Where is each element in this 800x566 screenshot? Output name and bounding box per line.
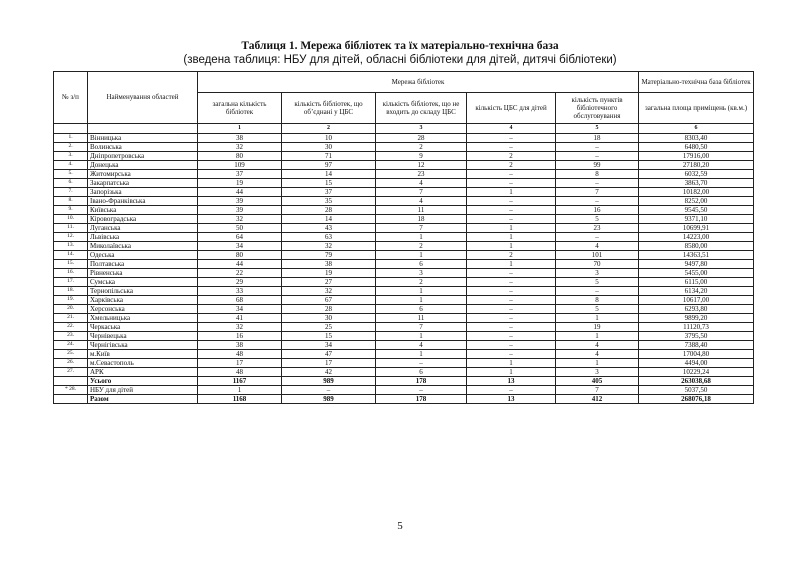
row-region-name: АРК <box>88 368 198 377</box>
header-region-name: Найменування областей <box>88 72 198 124</box>
row-number: 26. <box>54 359 88 368</box>
cell-cbs-children: – <box>467 350 556 359</box>
cell-total-libraries: 80 <box>198 152 282 161</box>
cell-total-libraries: 29 <box>198 278 282 287</box>
cell-area: 10617,00 <box>639 296 754 305</box>
cell-area: 5455,00 <box>639 269 754 278</box>
cell-total-libraries: 32 <box>198 323 282 332</box>
cell-in-cbs: 37 <box>282 188 376 197</box>
row-number: 16. <box>54 269 88 278</box>
subtotal-row <box>54 377 754 386</box>
table-row <box>54 152 754 161</box>
cell-cbs-children: 1 <box>467 242 556 251</box>
row-region-name: Закарпатська <box>88 179 198 188</box>
cell-not-in-cbs: 11 <box>376 314 467 323</box>
row-region-name: Херсонська <box>88 305 198 314</box>
cell-cbs-children: – <box>467 341 556 350</box>
row-number <box>54 395 88 404</box>
row-region-name: Рівненська <box>88 269 198 278</box>
cell-in-cbs: 10 <box>282 134 376 143</box>
cell-area: 8252,00 <box>639 197 754 206</box>
row-number: 21. <box>54 314 88 323</box>
cell-in-cbs: 27 <box>282 278 376 287</box>
cell-not-in-cbs: 2 <box>376 242 467 251</box>
header-blank <box>54 124 88 134</box>
cell-in-cbs: 25 <box>282 323 376 332</box>
row-number: 27. <box>54 368 88 377</box>
cell-service-points: 1 <box>556 314 639 323</box>
table-row <box>54 134 754 143</box>
cell-cbs-children: – <box>467 179 556 188</box>
row-number: 9. <box>54 206 88 215</box>
cell-in-cbs: 19 <box>282 269 376 278</box>
cell-in-cbs: 15 <box>282 179 376 188</box>
row-number: 24. <box>54 341 88 350</box>
table-row <box>54 269 754 278</box>
cell-not-in-cbs: 11 <box>376 206 467 215</box>
row-number: 20. <box>54 305 88 314</box>
cell-cbs-children: – <box>467 269 556 278</box>
row-number: * 28. <box>54 386 88 395</box>
table-footer <box>54 377 754 404</box>
row-number: 25. <box>54 350 88 359</box>
header-blank <box>88 124 198 134</box>
cell-total-libraries: 41 <box>198 314 282 323</box>
table-row <box>54 350 754 359</box>
cell-area: 27180,20 <box>639 161 754 170</box>
cell-cbs-children: 2 <box>467 152 556 161</box>
table-header <box>54 72 754 134</box>
cell-service-points: – <box>556 197 639 206</box>
row-region-name: Житомирська <box>88 170 198 179</box>
cell-service-points: 4 <box>556 242 639 251</box>
header-col-service-points: кількість пунктів бібліотечного обслуговування <box>556 93 639 124</box>
row-region-name: Тернопільська <box>88 287 198 296</box>
table-row <box>54 260 754 269</box>
cell-cbs-children: – <box>467 197 556 206</box>
row-region-name: Одеська <box>88 251 198 260</box>
cell-service-points: 8 <box>556 170 639 179</box>
cell-not-in-cbs: 7 <box>376 323 467 332</box>
table-row <box>54 323 754 332</box>
cell-not-in-cbs: 3 <box>376 269 467 278</box>
cell-cbs-children: 1 <box>467 224 556 233</box>
table-row <box>54 161 754 170</box>
row-number: 3. <box>54 152 88 161</box>
cell-cbs-children: – <box>467 386 556 395</box>
cell-not-in-cbs: 7 <box>376 188 467 197</box>
cell-area: 10182,00 <box>639 188 754 197</box>
cell-cbs-children: 13 <box>467 377 556 386</box>
cell-total-libraries: 19 <box>198 179 282 188</box>
cell-service-points: – <box>556 179 639 188</box>
cell-total-libraries: 1168 <box>198 395 282 404</box>
table-row <box>54 233 754 242</box>
row-region-name: м.Севастополь <box>88 359 198 368</box>
cell-area: 6293,80 <box>639 305 754 314</box>
cell-in-cbs: 35 <box>282 197 376 206</box>
row-number: 23. <box>54 332 88 341</box>
cell-in-cbs: 42 <box>282 368 376 377</box>
row-number: 17. <box>54 278 88 287</box>
cell-service-points: 7 <box>556 188 639 197</box>
cell-not-in-cbs: 1 <box>376 332 467 341</box>
row-number: 5. <box>54 170 88 179</box>
cell-in-cbs: 79 <box>282 251 376 260</box>
row-number <box>54 377 88 386</box>
cell-service-points: 16 <box>556 206 639 215</box>
library-network-table <box>53 71 754 404</box>
cell-not-in-cbs: 1 <box>376 233 467 242</box>
cell-area: 3863,70 <box>639 179 754 188</box>
header-network: Мережа бібліотек <box>198 72 639 93</box>
row-region-name: Хмельницька <box>88 314 198 323</box>
cell-in-cbs: 17 <box>282 359 376 368</box>
cell-not-in-cbs: 23 <box>376 170 467 179</box>
row-number: 4. <box>54 161 88 170</box>
cell-in-cbs: 47 <box>282 350 376 359</box>
page-title: Таблиця 1. Мережа бібліотек та їх матеріально-технічна база <box>241 40 559 52</box>
cell-in-cbs: 32 <box>282 242 376 251</box>
cell-total-libraries: 32 <box>198 215 282 224</box>
cell-in-cbs: 30 <box>282 143 376 152</box>
cell-not-in-cbs: 6 <box>376 368 467 377</box>
cell-total-libraries: 39 <box>198 197 282 206</box>
cell-not-in-cbs: 178 <box>376 377 467 386</box>
row-region-name: Кіровоградська <box>88 215 198 224</box>
row-region-name: Полтавська <box>88 260 198 269</box>
cell-total-libraries: 80 <box>198 251 282 260</box>
table-row <box>54 332 754 341</box>
cell-service-points: – <box>556 143 639 152</box>
row-number: 18. <box>54 287 88 296</box>
table-row <box>54 170 754 179</box>
row-region-name: Дніпропетровська <box>88 152 198 161</box>
row-region-name: Черкаська <box>88 323 198 332</box>
row-number: 2. <box>54 143 88 152</box>
header-num: № з/п <box>54 72 88 124</box>
header-col-number: 4 <box>467 124 556 134</box>
cell-area: 6134,20 <box>639 287 754 296</box>
cell-in-cbs: 28 <box>282 206 376 215</box>
cell-not-in-cbs: 4 <box>376 179 467 188</box>
cell-service-points: – <box>556 233 639 242</box>
row-region-name: Львівська <box>88 233 198 242</box>
cell-area: 10699,91 <box>639 224 754 233</box>
cell-total-libraries: 34 <box>198 305 282 314</box>
row-region-name: Івано-Франківська <box>88 197 198 206</box>
cell-total-libraries: 50 <box>198 224 282 233</box>
cell-service-points: 23 <box>556 224 639 233</box>
cell-total-libraries: 34 <box>198 242 282 251</box>
cell-cbs-children: – <box>467 332 556 341</box>
cell-cbs-children: 1 <box>467 233 556 242</box>
cell-total-libraries: 17 <box>198 359 282 368</box>
cell-service-points: 18 <box>556 134 639 143</box>
cell-area: 9371,10 <box>639 215 754 224</box>
cell-cbs-children: – <box>467 314 556 323</box>
cell-total-libraries: 37 <box>198 170 282 179</box>
cell-not-in-cbs: 2 <box>376 143 467 152</box>
cell-total-libraries: 39 <box>198 206 282 215</box>
row-number: 10. <box>54 215 88 224</box>
cell-cbs-children: – <box>467 296 556 305</box>
header-col-number: 6 <box>639 124 754 134</box>
cell-in-cbs: 97 <box>282 161 376 170</box>
cell-not-in-cbs: 1 <box>376 287 467 296</box>
total-label: Разом <box>88 395 198 404</box>
cell-total-libraries: 68 <box>198 296 282 305</box>
table-row <box>54 242 754 251</box>
row-region-name: Чернівецька <box>88 332 198 341</box>
cell-area: 8580,00 <box>639 242 754 251</box>
cell-area: 6032,59 <box>639 170 754 179</box>
cell-cbs-children: – <box>467 170 556 179</box>
table-row <box>54 314 754 323</box>
cell-service-points: 19 <box>556 323 639 332</box>
cell-area: 8303,40 <box>639 134 754 143</box>
cell-service-points: 5 <box>556 278 639 287</box>
table-row <box>54 341 754 350</box>
row-region-name: Київська <box>88 206 198 215</box>
table-row <box>54 296 754 305</box>
cell-in-cbs: 15 <box>282 332 376 341</box>
cell-not-in-cbs: 28 <box>376 134 467 143</box>
cell-not-in-cbs: 4 <box>376 341 467 350</box>
cell-not-in-cbs: 1 <box>376 296 467 305</box>
header-col-total-libraries: загальна кількість бібліотек <box>198 93 282 124</box>
row-region-name: Чернігівська <box>88 341 198 350</box>
header-col-number: 2 <box>282 124 376 134</box>
cell-service-points: – <box>556 152 639 161</box>
cell-in-cbs: 989 <box>282 377 376 386</box>
cell-total-libraries: 33 <box>198 287 282 296</box>
cell-total-libraries: 38 <box>198 134 282 143</box>
cell-not-in-cbs: – <box>376 359 467 368</box>
cell-service-points: 8 <box>556 296 639 305</box>
cell-in-cbs: 34 <box>282 341 376 350</box>
header-material-base: Матеріально-технічна база бібліотек <box>639 72 754 93</box>
cell-cbs-children: – <box>467 134 556 143</box>
row-number: 11. <box>54 224 88 233</box>
row-number: 12. <box>54 233 88 242</box>
cell-cbs-children: – <box>467 323 556 332</box>
cell-area: 10229,24 <box>639 368 754 377</box>
cell-total-libraries: 1167 <box>198 377 282 386</box>
table-row <box>54 224 754 233</box>
header-col-number: 1 <box>198 124 282 134</box>
cell-service-points: 7 <box>556 386 639 395</box>
cell-in-cbs: 989 <box>282 395 376 404</box>
cell-total-libraries: 44 <box>198 188 282 197</box>
cell-not-in-cbs: 178 <box>376 395 467 404</box>
cell-in-cbs: 32 <box>282 287 376 296</box>
row-number: 1. <box>54 134 88 143</box>
header-col-area: загальна площа приміщень (кв.м.) <box>639 93 754 124</box>
row-region-name: Донецька <box>88 161 198 170</box>
cell-total-libraries: 32 <box>198 143 282 152</box>
cell-cbs-children: – <box>467 305 556 314</box>
cell-area: 6480,50 <box>639 143 754 152</box>
cell-total-libraries: 44 <box>198 260 282 269</box>
cell-area: 5037,50 <box>639 386 754 395</box>
row-region-name: Луганська <box>88 224 198 233</box>
cell-cbs-children: – <box>467 278 556 287</box>
cell-in-cbs: 30 <box>282 314 376 323</box>
cell-cbs-children: – <box>467 206 556 215</box>
table-row <box>54 278 754 287</box>
table-row <box>54 287 754 296</box>
cell-in-cbs: 71 <box>282 152 376 161</box>
row-number: 15. <box>54 260 88 269</box>
table-row <box>54 305 754 314</box>
cell-area: 263038,68 <box>639 377 754 386</box>
cell-service-points: 412 <box>556 395 639 404</box>
cell-cbs-children: 13 <box>467 395 556 404</box>
header-col-not-in-cbs: кількість бібліотек, що не входить до складу ЦБС <box>376 93 467 124</box>
row-number: 6. <box>54 179 88 188</box>
page-number: 5 <box>397 520 403 532</box>
cell-service-points: 4 <box>556 350 639 359</box>
table-row <box>54 188 754 197</box>
cell-service-points: 4 <box>556 341 639 350</box>
cell-cbs-children: – <box>467 287 556 296</box>
cell-area: 14223,00 <box>639 233 754 242</box>
cell-cbs-children: – <box>467 143 556 152</box>
cell-area: 9899,20 <box>639 314 754 323</box>
cell-in-cbs: 38 <box>282 260 376 269</box>
cell-service-points: 99 <box>556 161 639 170</box>
row-region-name: м.Київ <box>88 350 198 359</box>
cell-service-points: 405 <box>556 377 639 386</box>
row-number: 22. <box>54 323 88 332</box>
cell-area: 6115,00 <box>639 278 754 287</box>
cell-in-cbs: 63 <box>282 233 376 242</box>
header-col-number: 5 <box>556 124 639 134</box>
table-row <box>54 368 754 377</box>
cell-area: 11120,73 <box>639 323 754 332</box>
cell-area: 17916,00 <box>639 152 754 161</box>
cell-in-cbs: 28 <box>282 305 376 314</box>
cell-area: 14363,51 <box>639 251 754 260</box>
table-row <box>54 215 754 224</box>
cell-total-libraries: 109 <box>198 161 282 170</box>
cell-total-libraries: 48 <box>198 368 282 377</box>
row-number: 13. <box>54 242 88 251</box>
row-number: 19. <box>54 296 88 305</box>
cell-cbs-children: 1 <box>467 368 556 377</box>
row-region-name: Вінницька <box>88 134 198 143</box>
cell-total-libraries: 48 <box>198 350 282 359</box>
cell-in-cbs: 67 <box>282 296 376 305</box>
cell-area: 9497,80 <box>639 260 754 269</box>
cell-service-points: 1 <box>556 359 639 368</box>
row-region-name: Запорізька <box>88 188 198 197</box>
cell-area: 4494,00 <box>639 359 754 368</box>
row-number: 7. <box>54 188 88 197</box>
cell-total-libraries: 16 <box>198 332 282 341</box>
cell-not-in-cbs: 6 <box>376 305 467 314</box>
cell-service-points: 5 <box>556 305 639 314</box>
cell-service-points: – <box>556 287 639 296</box>
cell-not-in-cbs: 4 <box>376 197 467 206</box>
cell-area: 7388,40 <box>639 341 754 350</box>
cell-area: 3795,50 <box>639 332 754 341</box>
cell-cbs-children: 2 <box>467 161 556 170</box>
cell-not-in-cbs: 1 <box>376 350 467 359</box>
header-col-cbs-children: кількість ЦБС для дітей <box>467 93 556 124</box>
cell-not-in-cbs: 18 <box>376 215 467 224</box>
row-number: 8. <box>54 197 88 206</box>
cell-service-points: 101 <box>556 251 639 260</box>
row-region-name: НБУ для дітей <box>88 386 198 395</box>
cell-in-cbs: 14 <box>282 170 376 179</box>
table-row <box>54 206 754 215</box>
header-col-in-cbs: кількість бібліотек, що об’єднані у ЦБС <box>282 93 376 124</box>
table-row <box>54 197 754 206</box>
total-row <box>54 395 754 404</box>
cell-not-in-cbs: 9 <box>376 152 467 161</box>
cell-cbs-children: – <box>467 215 556 224</box>
cell-not-in-cbs: 1 <box>376 251 467 260</box>
nbu-row <box>54 386 754 395</box>
cell-service-points: 3 <box>556 368 639 377</box>
cell-service-points: 1 <box>556 332 639 341</box>
cell-area: 9545,50 <box>639 206 754 215</box>
table-row <box>54 143 754 152</box>
table-body <box>54 134 754 377</box>
cell-not-in-cbs: 7 <box>376 224 467 233</box>
table-row <box>54 251 754 260</box>
cell-total-libraries: 22 <box>198 269 282 278</box>
cell-in-cbs: – <box>282 386 376 395</box>
row-region-name: Сумська <box>88 278 198 287</box>
cell-not-in-cbs: 12 <box>376 161 467 170</box>
row-region-name: Миколаївська <box>88 242 198 251</box>
cell-total-libraries: 64 <box>198 233 282 242</box>
row-region-name: Харківська <box>88 296 198 305</box>
table-row <box>54 179 754 188</box>
cell-cbs-children: 1 <box>467 260 556 269</box>
cell-not-in-cbs: – <box>376 386 467 395</box>
cell-not-in-cbs: 6 <box>376 260 467 269</box>
table-row <box>54 359 754 368</box>
cell-in-cbs: 14 <box>282 215 376 224</box>
cell-service-points: 5 <box>556 215 639 224</box>
cell-cbs-children: 2 <box>467 251 556 260</box>
cell-cbs-children: 1 <box>467 359 556 368</box>
subtotal-label: Усього <box>88 377 198 386</box>
cell-service-points: 70 <box>556 260 639 269</box>
row-number: 14. <box>54 251 88 260</box>
cell-total-libraries: 38 <box>198 341 282 350</box>
cell-area: 17004,80 <box>639 350 754 359</box>
page-subtitle: (зведена таблиця: НБУ для дітей, обласні бібліотеки для дітей, дитячі бібліотеки) <box>183 54 617 66</box>
cell-cbs-children: 1 <box>467 188 556 197</box>
cell-not-in-cbs: 2 <box>376 278 467 287</box>
cell-area: 268076,18 <box>639 395 754 404</box>
cell-in-cbs: 43 <box>282 224 376 233</box>
cell-total-libraries: 1 <box>198 386 282 395</box>
header-col-number: 3 <box>376 124 467 134</box>
cell-service-points: 3 <box>556 269 639 278</box>
row-region-name: Волинська <box>88 143 198 152</box>
